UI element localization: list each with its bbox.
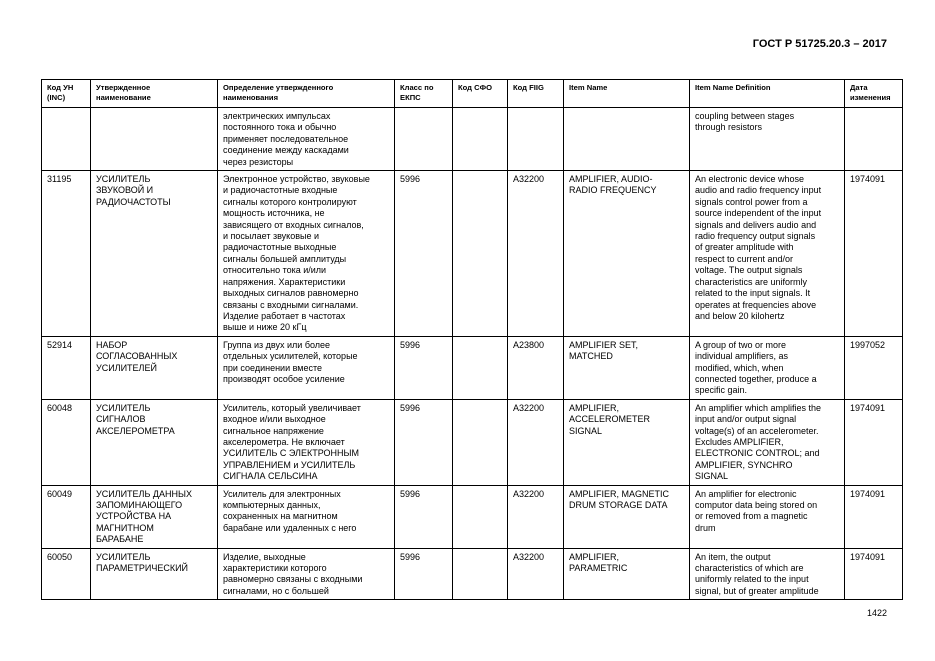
cell-name: НАБОР СОГЛАСОВАННЫХ УСИЛИТЕЛЕЙ <box>91 336 218 399</box>
cell-item-definition: coupling between stages through resistors <box>690 108 845 171</box>
cell-item-definition: An amplifier for electronic computor data being stored on or removed from a magnetic drum <box>690 485 845 548</box>
cell-definition: электрических импульсах постоянного тока и обычно применяет последовательное соединение между каскадами через резисторы <box>218 108 395 171</box>
items-table <box>41 79 903 600</box>
table-row <box>42 485 903 548</box>
cell-name <box>91 108 218 171</box>
cell-fiig: A32200 <box>508 485 564 548</box>
cell-class: 5996 <box>395 485 453 548</box>
cell-fiig <box>508 108 564 171</box>
cell-date: 1974091 <box>845 548 903 600</box>
cell-fiig: A32200 <box>508 548 564 600</box>
cell-item-name: AMPLIFIER, ACCELEROMETER SIGNAL <box>564 399 690 485</box>
cell-sfo <box>453 171 508 337</box>
column-header-class: Класс по ЕКПС <box>395 80 453 108</box>
cell-date: 1974091 <box>845 399 903 485</box>
cell-class: 5996 <box>395 336 453 399</box>
cell-class: 5996 <box>395 548 453 600</box>
cell-date: 1997052 <box>845 336 903 399</box>
document-code: ГОСТ Р 51725.20.3 – 2017 <box>752 38 887 50</box>
table-row <box>42 548 903 600</box>
column-header-date: Дата изменения <box>845 80 903 108</box>
cell-item-name <box>564 108 690 171</box>
column-header-sfo: Код СФО <box>453 80 508 108</box>
column-header-item-definition: Item Name Definition <box>690 80 845 108</box>
cell-class <box>395 108 453 171</box>
cell-definition: Группа из двух или более отдельных усилителей, которые при соединении вместе производят особое усиление <box>218 336 395 399</box>
table-row <box>42 171 903 337</box>
column-header-name: Утвержденное наименование <box>91 80 218 108</box>
cell-item-definition: A group of two or more individual amplifiers, as modified, which, when connected together, produce a specific gain. <box>690 336 845 399</box>
cell-fiig: A32200 <box>508 171 564 337</box>
cell-definition: Усилитель для электронных компьютерных данных, сохраненных на магнитном барабане или удаленных с него <box>218 485 395 548</box>
table-header-row <box>42 80 903 108</box>
page-number: 1422 <box>866 608 887 618</box>
cell-date: 1974091 <box>845 485 903 548</box>
cell-class: 5996 <box>395 171 453 337</box>
cell-definition: Электронное устройство, звуковые и радиочастотные входные сигналы которого контролируют мощность источника, не зависящего от входных сигналов, и посылает звуковые и радиочастотные выходные сигналы большей амплитуды относительно тока и/или напряжения. Характеристики выходных сигналов равномерно связаны с входными сигналами. Изделие работает в частотах выше и ниже 20 кГц <box>218 171 395 337</box>
cell-sfo <box>453 108 508 171</box>
cell-inc: 60048 <box>42 399 91 485</box>
table-row <box>42 336 903 399</box>
cell-inc <box>42 108 91 171</box>
cell-sfo <box>453 548 508 600</box>
table-row <box>42 108 903 171</box>
cell-inc: 60050 <box>42 548 91 600</box>
cell-name: УСИЛИТЕЛЬ ДАННЫХ ЗАПОМИНАЮЩЕГО УСТРОЙСТВА НА МАГНИТНОМ БАРАБАНЕ <box>91 485 218 548</box>
column-header-item-name: Item Name <box>564 80 690 108</box>
cell-inc: 31195 <box>42 171 91 337</box>
cell-name: УСИЛИТЕЛЬ СИГНАЛОВ АКСЕЛЕРОМЕТРА <box>91 399 218 485</box>
table-row <box>42 399 903 485</box>
cell-item-name: AMPLIFIER, PARAMETRIC <box>564 548 690 600</box>
column-header-definition: Определение утвержденного наименования <box>218 80 395 108</box>
cell-inc: 52914 <box>42 336 91 399</box>
column-header-inc: Код УН (INC) <box>42 80 91 108</box>
cell-date <box>845 108 903 171</box>
cell-sfo <box>453 485 508 548</box>
cell-name: УСИЛИТЕЛЬ ЗВУКОВОЙ И РАДИОЧАСТОТЫ <box>91 171 218 337</box>
cell-item-name: AMPLIFIER, MAGNETIC DRUM STORAGE DATA <box>564 485 690 548</box>
cell-sfo <box>453 399 508 485</box>
cell-item-name: AMPLIFIER SET, MATCHED <box>564 336 690 399</box>
column-header-fiig: Код FIIG <box>508 80 564 108</box>
cell-fiig: A32200 <box>508 399 564 485</box>
cell-item-definition: An item, the output characteristics of which are uniformly related to the input signal, but of greater amplitude <box>690 548 845 600</box>
cell-inc: 60049 <box>42 485 91 548</box>
cell-definition: Изделие, выходные характеристики которого равномерно связаны с входными сигналами, но с большей <box>218 548 395 600</box>
cell-item-definition: An electronic device whose audio and radio frequency input signals control power from a source independent of the input signals and delivers audio and radio frequency output signals of greater amplitude with respect to current and/or voltage. The output signals characteristics are uniformly related to the input signals. It operates at frequencies above and below 20 kilohertz <box>690 171 845 337</box>
cell-name: УСИЛИТЕЛЬ ПАРАМЕТРИЧЕСКИЙ <box>91 548 218 600</box>
cell-sfo <box>453 336 508 399</box>
cell-item-definition: An amplifier which amplifies the input and/or output signal voltage(s) of an accelerometer. Excludes AMPLIFIER, ELECTRONIC CONTROL; and AMPLIFIER, SYNCHRO SIGNAL <box>690 399 845 485</box>
cell-fiig: A23800 <box>508 336 564 399</box>
cell-class: 5996 <box>395 399 453 485</box>
cell-item-name: AMPLIFIER, AUDIO- RADIO FREQUENCY <box>564 171 690 337</box>
cell-definition: Усилитель, который увеличивает входное и/или выходное сигнальное напряжение акселерометра. Не включает УСИЛИТЕЛЬ С ЭЛЕКТРОННЫМ УПРАВЛЕНИЕМ и УСИЛИТЕЛЬ СИГНАЛА СЕЛЬСИНА <box>218 399 395 485</box>
cell-date: 1974091 <box>845 171 903 337</box>
